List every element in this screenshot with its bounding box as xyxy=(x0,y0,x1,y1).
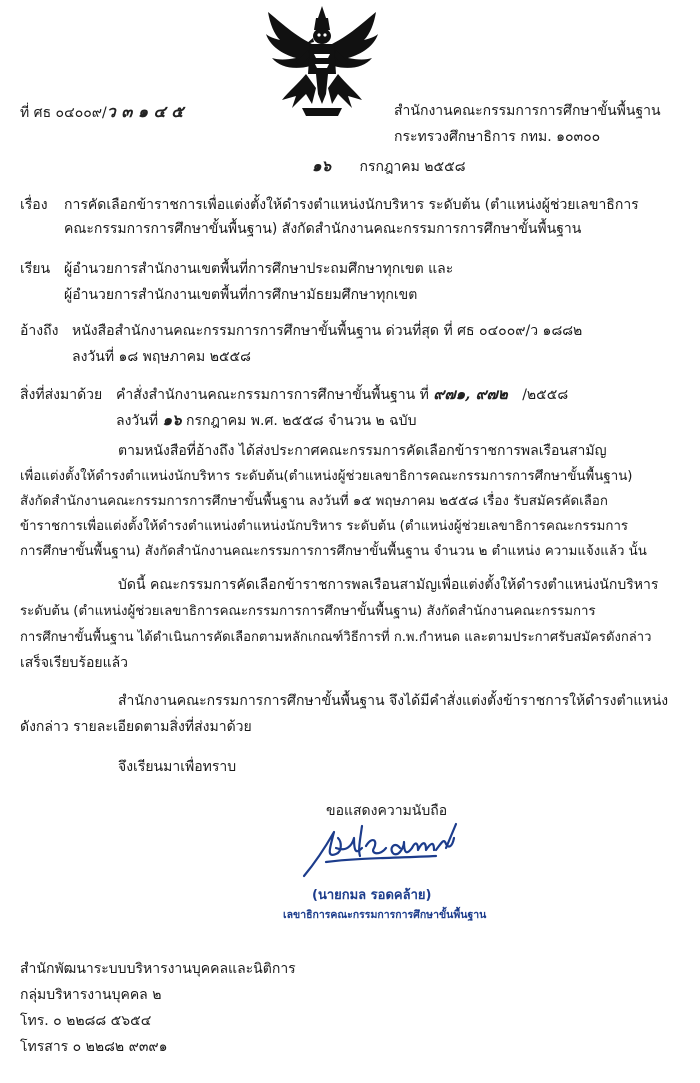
letter-date xyxy=(312,154,466,178)
body-p1-line-1: ตามหนังสือที่อ้างถึง ได้ส่งประกาศคณะกรรมการคัดเลือกข้าราชการพลเรือนสามัญ xyxy=(118,443,607,459)
reference-text-2: ลงวันที่ ๑๘ พฤษภาคม ๒๕๕๘ xyxy=(72,349,251,365)
signatory-position: เลขาธิการคณะกรรมการการศึกษาขั้นพื้นฐาน xyxy=(283,909,487,921)
body-p2-line-4: เสร็จเรียบร้อยแล้ว xyxy=(20,655,129,671)
body-p1-line-3: สังกัดสำนักงานคณะกรรมการการศึกษาขั้นพื้นฐาน ลงวันที่ ๑๕ พฤษภาคม ๒๕๕๘ เรื่อง รับสมัครคัดเลือก xyxy=(20,494,608,509)
enclosure-line-1 xyxy=(20,382,568,406)
footer-phone: โทร. ๐ ๒๒๘๘ ๕๖๕๔ xyxy=(20,1013,152,1029)
enclosure-label: สิ่งที่ส่งมาด้วย xyxy=(20,387,103,403)
reference-line-1 xyxy=(20,320,582,342)
reference-label: อ้างถึง xyxy=(20,323,59,339)
body-p3-line-1: สำนักงานคณะกรรมการการศึกษาขั้นพื้นฐาน จึงได้มีคำสั่งแต่งตั้งข้าราชการให้ดำรงตำแหน่ง xyxy=(118,693,669,709)
subject-line-1 xyxy=(20,194,639,216)
body-p2-line-2: ระดับต้น (ตำแหน่งผู้ช่วยเลขาธิการคณะกรรมการการศึกษาขั้นพื้นฐาน) สังกัดสำนักงานคณะกรรมการ xyxy=(20,604,596,619)
footer-group: กลุ่มบริหารงานบุคคล ๒ xyxy=(20,987,162,1003)
signatory-name: (นายกมล รอดคล้าย) xyxy=(312,888,432,903)
closing-salutation: ขอแสดงความนับถือ xyxy=(326,803,448,819)
closing-request: จึงเรียนมาเพื่อทราบ xyxy=(118,759,237,775)
body-p1-line-4: ข้าราชการเพื่อแต่งตั้งให้ดำรงตำแหน่งตำแหน่งนักบริหาร ระดับต้น (ตำแหน่งผู้ช่วยเลขาธิการคณะกรรมการ xyxy=(20,519,629,534)
body-p2-line-3: การศึกษาขั้นพื้นฐาน ได้ดำเนินการคัดเลือกตามหลักเกณฑ์วิธีการที่ ก.พ.กำหนด และตามประกาศรับสมัครดังกล่าว xyxy=(20,630,652,645)
garuda-emblem xyxy=(262,4,382,122)
footer-office: สำนักพัฒนาระบบบริหารงานบุคคลและนิติการ xyxy=(20,961,296,977)
recipient-text-2: ผู้อำนวยการสำนักงานเขตพื้นที่การศึกษามัธยมศึกษาทุกเขต xyxy=(64,287,418,303)
enclosure-date-rest: กรกฎาคม พ.ศ. ๒๕๕๘ จำนวน ๒ ฉบับ xyxy=(186,413,417,429)
date-month-year: กรกฎาคม ๒๕๕๘ xyxy=(359,159,466,175)
office-address: กระทรวงศึกษาธิการ กทม. ๑๐๓๐๐ xyxy=(394,129,601,145)
recipient-text-1: ผู้อำนวยการสำนักงานเขตพื้นที่การศึกษาประถมศึกษาทุกเขต และ xyxy=(64,261,454,277)
enclosure-date-label: ลงวันที่ xyxy=(116,413,159,429)
recipient-label: เรียน xyxy=(20,261,51,277)
enclosure-text-1: คำสั่งสำนักงานคณะกรรมการการศึกษาขั้นพื้นฐาน ที่ xyxy=(116,387,429,403)
subject-label: เรื่อง xyxy=(20,197,48,213)
enclosure-line-2 xyxy=(116,408,416,432)
body-p1-line-2: เพื่อแต่งตั้งให้ดำรงตำแหน่งนักบริหาร ระดับต้น(ตำแหน่งผู้ช่วยเลขาธิการคณะกรรมการการศึกษาขั้นพื้นฐาน) xyxy=(20,469,633,484)
body-p2-line-1: บัดนี้ คณะกรรมการคัดเลือกข้าราชการพลเรือนสามัญเพื่อแต่งตั้งให้ดำรงตำแหน่งนักบริหาร xyxy=(118,577,659,593)
enclosure-year: /๒๕๕๘ xyxy=(522,387,569,403)
reference-number-handwritten: ว ๓ ๑ ๔ ๕ xyxy=(106,102,184,121)
reference-number-printed: ที่ ศธ ๐๔๐๐๙/ xyxy=(20,105,107,121)
enclosure-day-handwritten: ๑๖ xyxy=(162,411,182,429)
footer-fax: โทรสาร ๐ ๒๒๘๒ ๙๓๙๑ xyxy=(20,1039,168,1055)
enclosure-order-numbers-handwritten: ๙๗๑, ๙๗๒ xyxy=(433,385,508,403)
reference-text-1: หนังสือสำนักงานคณะกรรมการการศึกษาขั้นพื้นฐาน ด่วนที่สุด ที่ ศธ ๐๔๐๐๙/ว ๑๘๘๒ xyxy=(72,323,583,339)
body-p3-line-2: ดังกล่าว รายละเอียดตามสิ่งที่ส่งมาด้วย xyxy=(20,719,252,735)
recipient-line-1 xyxy=(20,258,453,280)
reference-number xyxy=(20,100,183,125)
subject-text-2: คณะกรรมการการศึกษาขั้นพื้นฐาน) สังกัดสำนักงานคณะกรรมการการศึกษาขั้นพื้นฐาน xyxy=(64,221,582,237)
handwritten-signature xyxy=(296,818,476,882)
date-day-handwritten: ๑๖ xyxy=(312,157,332,175)
body-p1-line-5: การศึกษาขั้นพื้นฐาน) สังกัดสำนักงานคณะกรรมการการศึกษาขั้นพื้นฐาน จำนวน ๒ ตำแหน่ง ความแจ้งแล้ว นั้น xyxy=(20,544,647,559)
subject-text-1: การคัดเลือกข้าราชการเพื่อแต่งตั้งให้ดำรงตำแหน่งนักบริหาร ระดับต้น (ตำแหน่งผู้ช่วยเลขาธิการ xyxy=(64,197,639,213)
office-name: สำนักงานคณะกรรมการการศึกษาขั้นพื้นฐาน xyxy=(394,103,661,119)
